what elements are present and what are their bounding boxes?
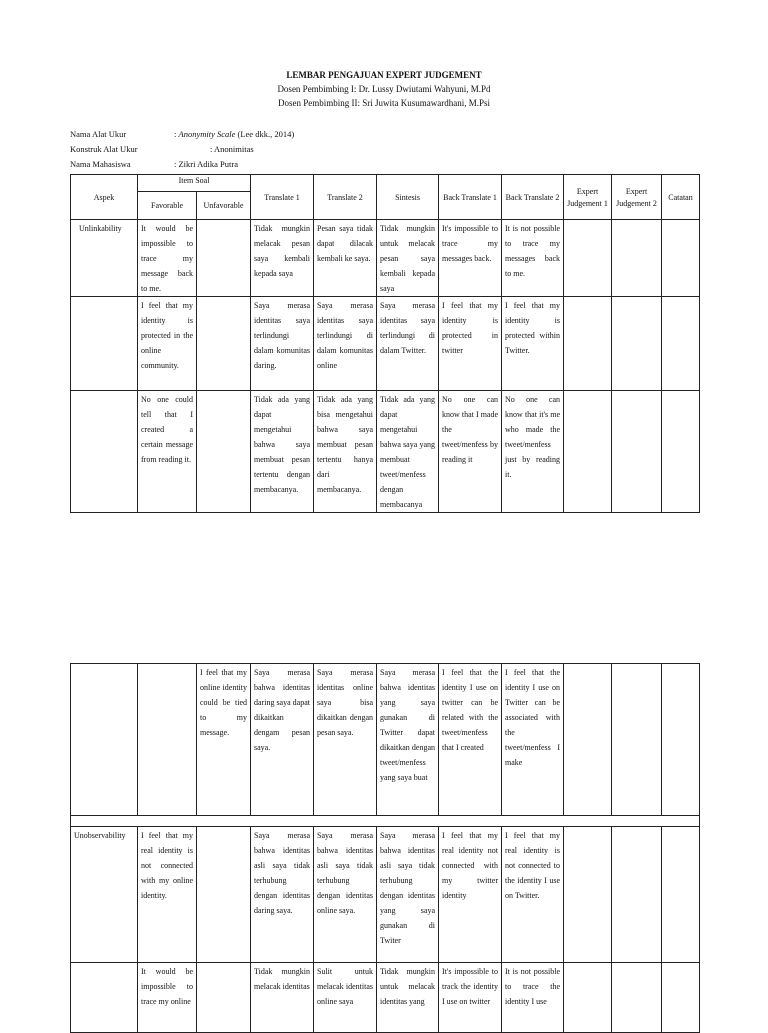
cell-back-translate-2: It is not possible to trace my messages back to me. [502,220,564,297]
col-item-soal: Item Soal [138,175,251,192]
cell-translate-2: Saya merasa bahwa identitas asli saya tidak terhubung dengan identitas online saya. [314,827,377,963]
cell-expert-1[interactable] [564,827,612,963]
col-back-translate-1: Back Translate 1 [439,175,502,220]
col-translate-2: Translate 2 [314,175,377,220]
cell-catatan[interactable] [662,297,700,391]
meta-student-value: : Zikri Adika Putra [174,159,238,169]
cell-unfavorable: I feel that my online identity could be tied to my message. [197,664,251,816]
cell-expert-2[interactable] [612,664,662,816]
table-row [71,220,700,297]
table-row [71,963,700,1033]
cell-expert-2[interactable] [612,297,662,391]
meta-student-label: Nama Mahasiswa [70,159,131,169]
cell-aspek [71,391,138,513]
table-row [71,297,700,391]
cell-unfavorable [197,220,251,297]
cell-translate-1: Saya merasa bahwa identitas asli saya tidak terhubung dengan identitas daring saya. [251,827,314,963]
cell-translate-2: Saya merasa identitas saya terlindungi di dalam komunitas online [314,297,377,391]
cell-back-translate-1: I feel that the identity I use on twitter can be related with the tweet/menfess that I created [439,664,502,816]
col-translate-1: Translate 1 [251,175,314,220]
cell-back-translate-2: I feel that my identity is protected within Twitter. [502,297,564,391]
cell-expert-1[interactable] [564,664,612,816]
table-row [71,391,700,513]
col-expert-2: Expert Judgement 2 [612,175,662,220]
cell-aspek [71,963,138,1033]
cell-catatan[interactable] [662,220,700,297]
col-sintesis: Sintesis [377,175,439,220]
cell-sintesis: Tidak ada yang dapat mengetahui bahwa saya yang membuat tweet/menfess dengan membacanya [377,391,439,513]
judgement-table-2 [70,663,700,1033]
cell-expert-1[interactable] [564,220,612,297]
cell-expert-2[interactable] [612,391,662,513]
cell-favorable: It would be impossible to trace my message back to me. [138,220,197,297]
cell-back-translate-1: It's impossible to track the identity I use on twitter [439,963,502,1033]
col-aspek: Aspek [71,175,138,220]
separator-cell [71,816,138,827]
col-unfavorable: Unfavorable [197,192,251,220]
meta-construct-label: Konstruk Alat Ukur [70,144,138,154]
judgement-table-1 [70,174,700,513]
cell-expert-2[interactable] [612,220,662,297]
table-row [71,827,700,963]
cell-aspek: Unlinkability [71,220,138,297]
advisor-1: Dosen Pembimbing I: Dr. Lussy Dwiutami Wahyuni, M.Pd [277,84,491,94]
cell-catatan[interactable] [662,391,700,513]
cell-favorable: No one could tell that I created a certain message from reading it. [138,391,197,513]
cell-sintesis: Saya merasa identitas saya terlindungi di dalam Twitter. [377,297,439,391]
cell-translate-1: Tidak mungkin melacak pesan saya kembali kepada saya [251,220,314,297]
cell-back-translate-1: No one can know that I made the tweet/menfess by reading it [439,391,502,513]
cell-translate-2: Pesan saya tidak dapat dilacak kembali ke saya. [314,220,377,297]
separator-cell [138,816,662,827]
cell-translate-1: Saya merasa identitas saya terlindungi dalam komunitas daring. [251,297,314,391]
cell-favorable [138,664,197,816]
cell-sintesis: Saya merasa bahwa identitas yang saya gunakan di Twitter dapat dikaitkan dengan tweet/menfess yang saya buat [377,664,439,816]
cell-unfavorable [197,827,251,963]
cell-translate-2: Sulit untuk melacak identitas online saya [314,963,377,1033]
col-expert-1: Expert Judgement 1 [564,175,612,220]
cell-expert-1[interactable] [564,297,612,391]
cell-favorable: It would be impossible to trace my online [138,963,197,1033]
cell-back-translate-1: I feel that my identity is protected in twitter [439,297,502,391]
col-back-translate-2: Back Translate 2 [502,175,564,220]
cell-translate-1: Saya merasa bahwa identitas daring saya dapat dikaitkan dengam pesan saya. [251,664,314,816]
cell-catatan[interactable] [662,664,700,816]
cell-sintesis: Tidak mungkin untuk melacak identitas yang [377,963,439,1033]
cell-expert-2[interactable] [612,827,662,963]
cell-unfavorable [197,391,251,513]
cell-back-translate-1: It's impossible to trace my messages back. [439,220,502,297]
meta-tool-label: Nama Alat Ukur [70,129,127,139]
col-catatan: Catatan [662,175,700,220]
table-separator-row [71,816,700,827]
cell-translate-1: Tidak mungkin melacak identitas [251,963,314,1033]
cell-back-translate-2: It is not possible to trace the identity I use [502,963,564,1033]
col-favorable: Favorable [138,192,197,220]
meta-tool-value: : Anonymity Scale (Lee dkk., 2014) [174,129,295,139]
cell-back-translate-1: I feel that my real identity not connected with my twitter identity [439,827,502,963]
cell-expert-1[interactable] [564,963,612,1033]
cell-expert-2[interactable] [612,963,662,1033]
separator-cell [662,816,700,827]
cell-sintesis: Tidak mungkin untuk melacak pesan saya kembali kepada saya [377,220,439,297]
cell-favorable: I feel that my identity is protected in the online community. [138,297,197,391]
cell-back-translate-2: I feel that the identity I use on Twitter can be associated with the tweet/menfess I make [502,664,564,816]
meta-construct-value: : Anonimitas [210,144,254,154]
document-title: LEMBAR PENGAJUAN EXPERT JUDGEMENT [286,70,482,80]
cell-back-translate-2: I feel that my real identity is not connected to the identity I use on Twitter. [502,827,564,963]
table-row [71,664,700,816]
cell-translate-1: Tidak ada yang dapat mengetahui bahwa saya membuat pesan tertentu dengan membacanya. [251,391,314,513]
cell-unfavorable [197,963,251,1033]
cell-aspek: Unobservability [71,827,138,963]
cell-catatan[interactable] [662,827,700,963]
cell-aspek [71,297,138,391]
cell-sintesis: Saya merasa bahwa identitas asli saya tidak terhubung dengan identitas yang saya gunakan di Twiter [377,827,439,963]
cell-expert-1[interactable] [564,391,612,513]
cell-back-translate-2: No one can know that it's me who made the tweet/menfess just by reading it. [502,391,564,513]
advisor-2: Dosen Pembimbing II: Sri Juwita Kusumawardhani, M.Psi [278,98,490,108]
cell-catatan[interactable] [662,963,700,1033]
cell-translate-2: Tidak ada yang bisa mengetahui bahwa saya membuat pesan tertentu hanya dari membacanya. [314,391,377,513]
cell-translate-2: Saya merasa identitas online saya bisa dikaitkan dengan pesan saya. [314,664,377,816]
cell-aspek [71,664,138,816]
cell-unfavorable [197,297,251,391]
cell-favorable: I feel that my real identity is not connected with my online identity. [138,827,197,963]
